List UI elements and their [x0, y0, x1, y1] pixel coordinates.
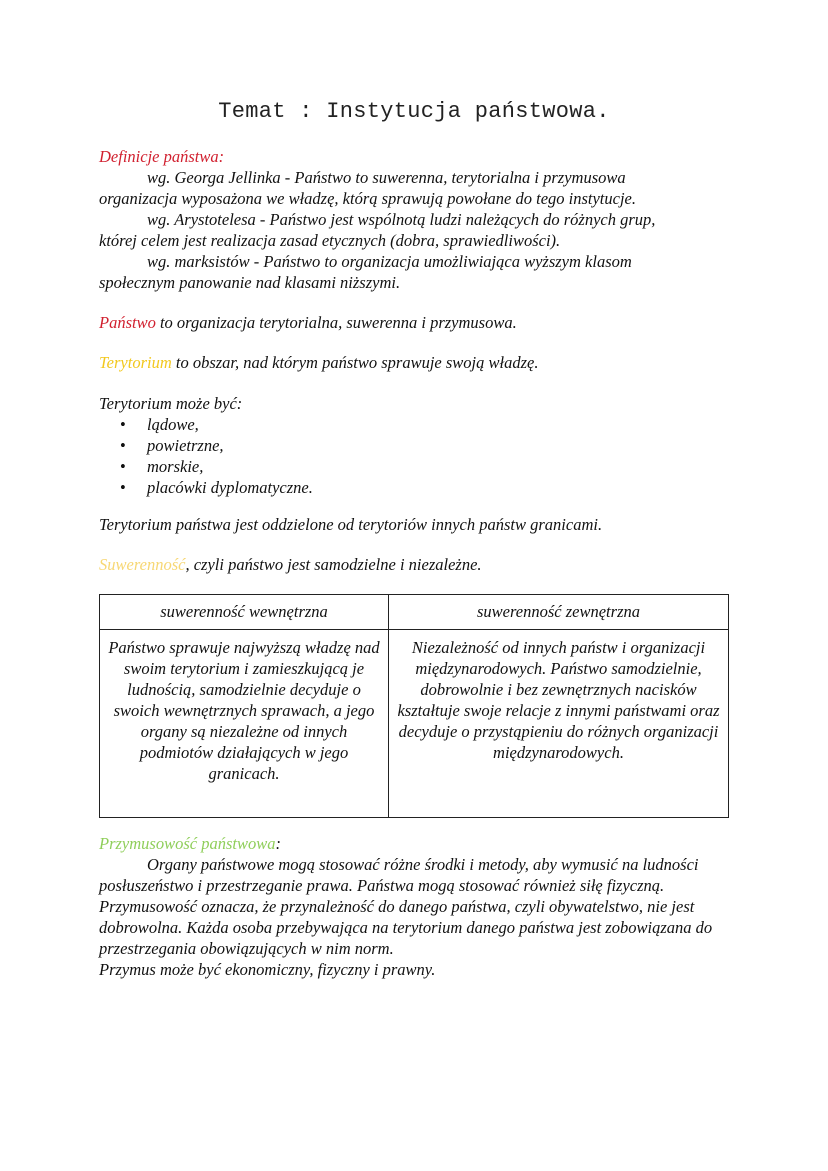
- terytorium-definition: [99, 352, 739, 373]
- terytorium-types: [99, 393, 739, 498]
- table-header-external: suwerenność zewnętrzna: [389, 595, 729, 630]
- table-cell-internal: Państwo sprawuje najwyższą władzę nad swoim terytorium i zamieszkującą je ludnością, samodzielnie decyduje o swoich wewnętrznych sprawach, a jego organy są niezależne od innych podmiotów działających w jego granicach.: [100, 630, 389, 818]
- przymus-last-line: Przymus może być ekonomiczny, fizyczny i prawny.: [99, 960, 436, 979]
- definition-line: wg. marksistów - Państwo to organizacja umożliwiająca wyższym klasom: [147, 252, 632, 271]
- list-item-text: morskie,: [147, 457, 204, 476]
- terytorium-term: Terytorium: [99, 353, 172, 372]
- table-cell-external: Niezależność od innych państw i organizacji międzynarodowych. Państwo samodzielnie, dobrowolnie i bez zewnętrznych nacisków kształtuje swoje relacje z innymi państwami oraz decyduje o przystąpieniu do różnych organizacji międzynarodowych.: [389, 630, 729, 818]
- terytorium-text: to obszar, nad którym państwo sprawuje swoją władzę.: [171, 353, 539, 372]
- przymus-term: Przymusowość państwowa: [99, 834, 276, 853]
- table-header-internal: suwerenność wewnętrzna: [100, 595, 389, 630]
- definitions-section: [99, 146, 739, 293]
- definition-line: wg. Georga Jellinka - Państwo to suwerenna, terytorialna i przymusowa: [147, 168, 626, 187]
- definition-line: społecznym panowanie nad klasami niższymi.: [99, 273, 401, 292]
- granice-sentence: Terytorium państwa jest oddzielone od terytoriów innych państw granicami.: [99, 515, 603, 534]
- list-item-text: powietrzne,: [147, 436, 224, 455]
- page-title: Temat : Instytucja państwowa.: [218, 99, 610, 124]
- list-item: [99, 477, 739, 498]
- panstwo-term: Państwo: [99, 313, 156, 332]
- suwerennosc-definition: [99, 554, 739, 575]
- przymus-colon: :: [275, 834, 281, 853]
- definition-item: [99, 209, 739, 251]
- definition-line: organizacja wyposażona we władzę, którą sprawują powołane do tego instytucje.: [99, 189, 636, 208]
- list-item: [99, 414, 739, 435]
- list-item-text: lądowe,: [147, 415, 199, 434]
- bullet-icon: •: [120, 436, 126, 455]
- suwerennosc-term: Suwerenność: [99, 555, 186, 574]
- definition-line: wg. Arystotelesa - Państwo jest wspólnotą ludzi należących do różnych grup,: [147, 210, 656, 229]
- przymus-heading: [99, 833, 739, 854]
- przymus-section: [99, 833, 739, 980]
- terytorium-types-intro: Terytorium może być:: [99, 394, 243, 413]
- terytorium-types-list: [99, 414, 739, 498]
- bullet-icon: •: [120, 457, 126, 476]
- list-item-text: placówki dyplomatyczne.: [147, 478, 313, 497]
- bullet-icon: •: [120, 478, 126, 497]
- suwerennosc-text: , czyli państwo jest samodzielne i niezależne.: [185, 555, 482, 574]
- definitions-heading: Definicje państwa:: [99, 147, 225, 166]
- table-header-row: [100, 595, 729, 630]
- definition-item: [99, 251, 739, 293]
- list-item: [99, 435, 739, 456]
- sovereignty-table: [99, 594, 729, 818]
- przymus-paragraph: Organy państwowe mogą stosować różne środki i metody, aby wymusić na ludności posłuszeństwo i przestrzeganie prawa. Państwa mogą stosować również siłę fizyczną. Przymusowość oznacza, że przynależność do danego państwa, czyli obywatelstwo, nie jest dobrowolna. Każda osoba przebywająca na terytorium danego państwa jest zobowiązana do przestrzegania obowiązujących w nim norm.: [99, 855, 713, 958]
- definition-item: [99, 167, 739, 209]
- panstwo-definition: [99, 312, 739, 333]
- list-item: [99, 456, 739, 477]
- definition-line: której celem jest realizacja zasad etycznych (dobra, sprawiedliwości).: [99, 231, 561, 250]
- table-row: [100, 630, 729, 818]
- bullet-icon: •: [120, 415, 126, 434]
- panstwo-text: to organizacja terytorialna, suwerenna i przymusowa.: [155, 313, 517, 332]
